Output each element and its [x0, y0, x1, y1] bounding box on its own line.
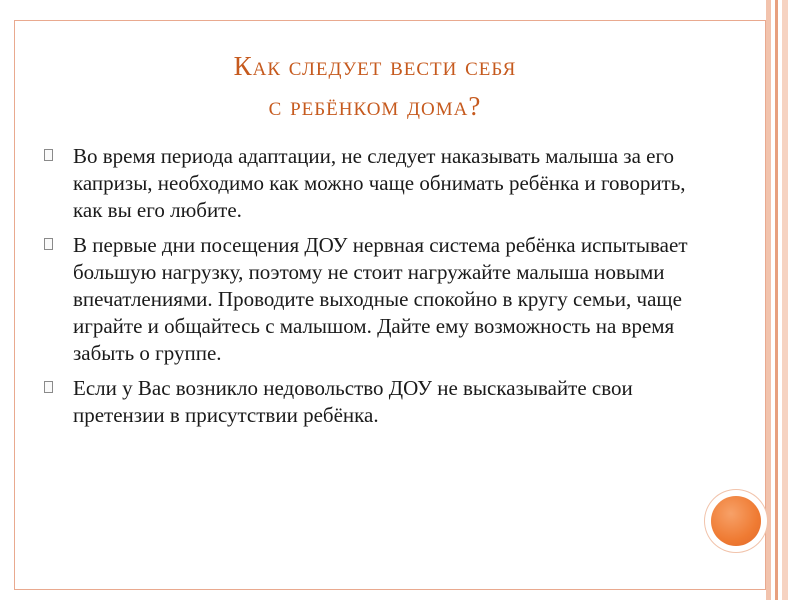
bullet-text: Если у Вас возникло недовольство ДОУ не высказывайте свои претензии в присутствии ребёнка. [73, 376, 633, 427]
bullet-text: В первые дни посещения ДОУ нервная система ребёнка испытывает большую нагрузку, поэтому не стоит нагружайте малыша новыми впечатлениями. Проводите выходные спокойно в кругу семьи, чаще играйте и общайтесь с малышом. Дайте ему возможность на время забыть о группе. [73, 233, 688, 365]
square-bullet-icon [44, 238, 53, 250]
bullet-item [40, 232, 700, 367]
bullet-text: Во время периода адаптации, не следует наказывать малыша за его капризы, необходимо как можно чаще обнимать ребёнка и говорить, как вы его любите. [73, 144, 686, 222]
square-bullet-icon [44, 149, 53, 161]
orange-circle-icon [711, 496, 761, 546]
bullet-item [40, 375, 700, 429]
bullet-list [40, 143, 700, 437]
square-bullet-icon [44, 381, 53, 393]
decorative-stripe [782, 0, 788, 600]
bullet-item [40, 143, 700, 224]
slide-title: Как следует вести себя с ребёнком дома? [233, 51, 517, 121]
